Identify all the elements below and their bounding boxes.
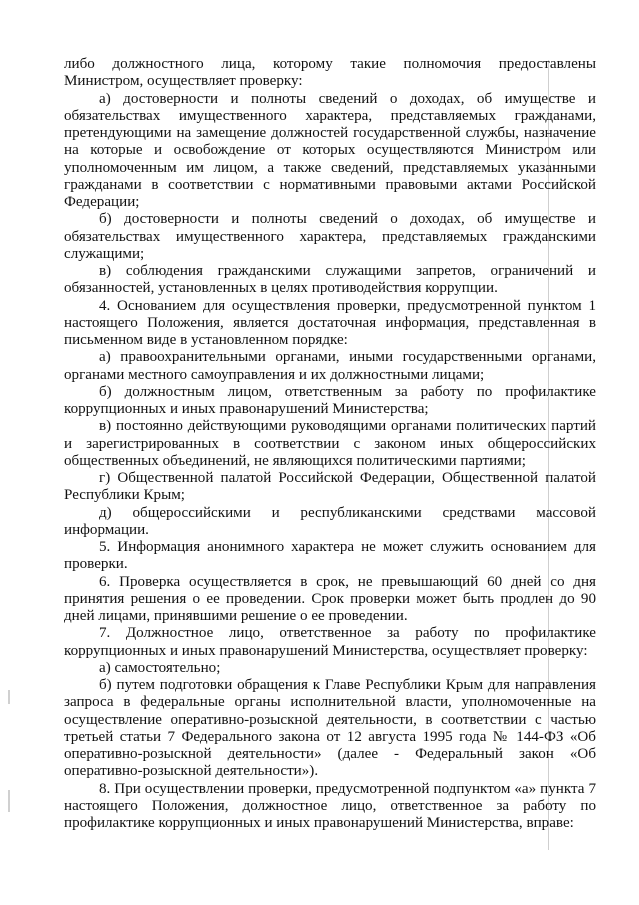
paragraph: 6. Проверка осуществляется в срок, не превышающий 60 дней со дня принятия решения о ее проведении. Срок проверки может быть продлен до 90 дней лицами, принявшими решение о ее проведении. — [64, 573, 596, 624]
document-body — [64, 56, 596, 832]
margin-scan-mark — [8, 690, 10, 704]
paragraph: б) достоверности и полноты сведений о доходах, об имуществе и обязательствах имущественного характера, представляемых гражданскими служащими; — [64, 211, 596, 262]
paragraph: д) общероссийскими и республиканскими средствами массовой информации. — [64, 504, 596, 538]
paragraph: 8. При осуществлении проверки, предусмотренной подпунктом «а» пункта 7 настоящего Положения, должностное лицо, ответственное за работу по профилактике коррупционных и иных правонарушений Министерства, вправе: — [64, 780, 596, 831]
paragraph: 4. Основанием для осуществления проверки, предусмотренной пунктом 1 настоящего Положения, является достаточная информация, представленная в письменном виде в установленном порядке: — [64, 297, 596, 348]
paragraph: а) самостоятельно; — [99, 659, 221, 676]
paragraph: 5. Информация анонимного характера не может служить основанием для проверки. — [64, 539, 596, 573]
paragraph: б) путем подготовки обращения к Главе Республики Крым для направления запроса в федеральные органы исполнительной власти, уполномоченные на осуществление оперативно-розыскной деятельности, в соответствии с частью третьей статьи 7 Федерального закона от 12 августа 1995 года № 144-ФЗ «Об оперативно-розыскной деятельности» (далее - Федеральный закон «Об оперативно-розыскной деятельности»). — [64, 677, 596, 780]
paragraph: а) достоверности и полноты сведений о доходах, об имуществе и обязательствах имущественного характера, представляемых гражданами, претендующими на замещение должностей государственной службы, назначение на которые и освобождение от которых осуществляются Министром или уполномоченным им лицом, а также сведений, представляемых указанными гражданами в соответствии с нормативными правовыми актами Российской Федерации; — [64, 90, 596, 210]
paragraph: в) соблюдения гражданскими служащими запретов, ограничений и обязанностей, установленных в целях противодействия коррупции. — [64, 263, 596, 297]
paragraph: а) правоохранительными органами, иными государственными органами, органами местного самоуправления и их должностными лицами; — [64, 349, 596, 383]
paragraph: б) должностным лицом, ответственным за работу по профилактике коррупционных и иных правонарушений Министерства; — [64, 383, 596, 417]
paragraph: в) постоянно действующими руководящими органами политических партий и зарегистрированных в соответствии с законом иных общероссийских общественных объединений, не являющихся политическими партиями; — [64, 418, 596, 469]
paragraph: 7. Должностное лицо, ответственное за работу по профилактике коррупционных и иных правонарушений Министерства, осуществляет проверку: — [64, 625, 596, 659]
paragraph: г) Общественной палатой Российской Федерации, Общественной палатой Республики Крым; — [64, 470, 596, 504]
paragraph: либо должностного лица, которому такие полномочия предоставлены Министром, осуществляет проверку: — [64, 56, 596, 90]
margin-scan-mark — [8, 790, 10, 812]
